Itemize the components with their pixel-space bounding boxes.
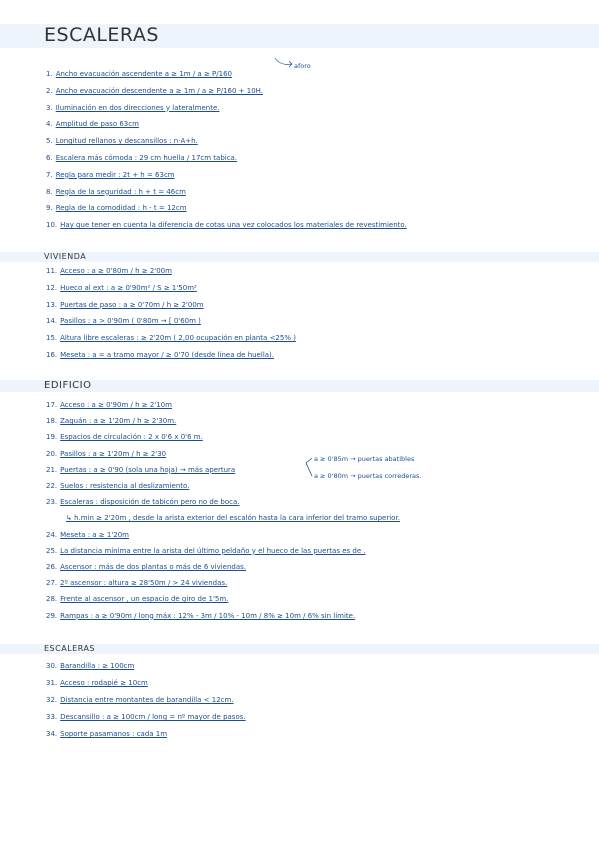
item-text: Hueco al ext : a ≥ 0'90m² / S ≥ 1'50m²	[60, 283, 197, 292]
item-number: 12.	[46, 283, 58, 292]
item-text: Amplitud de paso 63cm	[55, 120, 139, 129]
item-text: Acceso : a ≥ 0'90m / h ≥ 2'10m	[60, 401, 172, 409]
item-text: Ancho evacuación ascendente a ≥ 1m / a ≥ P/160	[55, 70, 232, 78]
item-number: 4.	[46, 120, 53, 129]
item-text: Espacios de circulación : 2 x 0'6 x 0'6 m.	[60, 433, 203, 442]
item-text: Escalera más cómoda : 29 cm huella / 17cm tabica.	[55, 154, 238, 162]
item-number: 11.	[46, 267, 58, 275]
item-number: 24.	[46, 530, 58, 539]
item-number: 20.	[46, 449, 58, 458]
item-number: 6.	[46, 154, 53, 162]
item-number: 32.	[46, 696, 58, 704]
escaleras-item	[46, 695, 234, 705]
aforo-arrow-icon	[275, 58, 292, 67]
item-text: Suelos : resistencia al deslizamiento.	[60, 482, 190, 490]
escaleras-heading: ESCALERAS	[44, 644, 95, 653]
item-number: 31.	[46, 679, 58, 687]
edificio-heading: EDIFICIO	[44, 380, 92, 391]
item-number: 18.	[46, 417, 58, 426]
escaleras-item	[46, 729, 167, 739]
item-number: 34.	[46, 730, 58, 738]
item-text: Distancia entre montantes de barandilla < 12cm.	[60, 696, 234, 704]
item-number: 25.	[46, 546, 58, 555]
item-number: 17.	[46, 401, 58, 409]
item-text: Meseta : a ≥ 1'20m	[60, 530, 129, 539]
item-number: 22.	[46, 482, 58, 490]
escaleras-item	[46, 712, 246, 722]
item-number: 13.	[46, 300, 58, 309]
item-text: Acceso : a ≥ 0'80m / h ≥ 2'00m	[60, 267, 172, 275]
item-number: 29.	[46, 611, 58, 620]
escaleras-item	[46, 661, 134, 671]
item-number: 3.	[46, 103, 53, 112]
item-text: Regla de la seguridad : h + t = 46cm	[55, 187, 186, 196]
item-text: 2º ascensor : altura ≥ 28'50m / > 24 viviendas.	[60, 579, 228, 588]
door-option-corredera: a ≥ 0'80m → puertas correderas.	[314, 472, 422, 480]
item-text: Frente al ascensor , un espacio de giro de 1'5m.	[60, 595, 229, 604]
aforo-note: aforo	[294, 62, 311, 70]
item-number: 27.	[46, 579, 58, 588]
item-number: 30.	[46, 662, 58, 670]
item-text: Ascensor : más de dos plantas o más de 6 viviendas.	[60, 563, 247, 571]
item-text: Pasillos : a ≥ 1'20m / h ≥ 2'30	[60, 449, 167, 458]
item-number: 9.	[46, 204, 53, 213]
item-text: Longitud rellanos y descansillos : n·A+h.	[55, 137, 198, 146]
item-number: 19.	[46, 433, 58, 442]
item-number: 15.	[46, 334, 58, 343]
item-text: Regla para medir : 2t + h = 63cm	[55, 170, 175, 179]
item-text: La distancia mínima entre la arista del último peldaño y el hueco de las puertas es de .	[60, 546, 366, 555]
item-number: 2.	[46, 86, 53, 95]
item-text: Pasillos : a > 0'90m ( 0'80m → [ 0'60m )	[60, 317, 201, 326]
item-text: Meseta : a = a tramo mayor / ≥ 0'70 (desde línea de huella).	[60, 351, 275, 359]
item-number: 33.	[46, 713, 58, 721]
item-text: Soporte pasamanos : cada 1m	[60, 730, 168, 738]
escaleras-item	[46, 678, 148, 688]
item-number: 5.	[46, 137, 53, 146]
item-text: ↳ h.min ≥ 2'20m , desde la arista exterior del escalón hasta la cara inferior del tramo superior.	[66, 514, 400, 523]
item-text: Ancho evacuación descendente a ≥ 1m / a ≥ P/160 + 10H.	[55, 86, 264, 95]
item-text: Barandilla : ≥ 100cm	[60, 662, 135, 670]
item-number: 21.	[46, 465, 58, 474]
item-text: Rampas : a ≥ 0'90m / long máx : 12% - 3m / 10% - 10m / 8% ≥ 10m / 6% sin límite.	[60, 611, 356, 620]
item-number: 23.	[46, 498, 58, 507]
item-text: Puertas : a ≥ 0'90 (sola una hoja) → más apertura	[60, 465, 236, 474]
item-text: Altura libre escaleras : ≥ 2'20m ( 2,00 ocupación en planta <25% )	[60, 334, 296, 343]
page-title: ESCALERAS	[44, 24, 159, 46]
item-number: 26.	[46, 563, 58, 571]
item-number: 10.	[46, 221, 58, 230]
door-option-abatible: a ≥ 0'85m → puertas abatibles	[314, 455, 415, 463]
item-text: Zaguán : a ≥ 1'20m / h ≥ 2'30m.	[60, 417, 177, 426]
item-text: Iluminación en dos direcciones y lateralmente.	[55, 103, 220, 112]
item-number: 16.	[46, 351, 58, 359]
item-number: 7.	[46, 170, 53, 179]
item-number: 14.	[46, 317, 58, 326]
item-text: Hay que tener en cuenta la diferencia de cotas una vez colocados los materiales de revestimiento.	[60, 221, 407, 230]
item-text: Descansillo : a ≥ 100cm / long = nº mayor de pasos.	[60, 713, 246, 721]
item-number: 28.	[46, 595, 58, 604]
item-text: Regla de la comodidad : h - t = 12cm	[55, 204, 187, 213]
item-number: 8.	[46, 187, 53, 196]
item-number: 1.	[46, 70, 53, 78]
item-text: Acceso : rodapié ≥ 10cm	[60, 679, 148, 687]
item-text: Puertas de paso : a ≥ 0'70m / h ≥ 2'00m	[60, 300, 204, 309]
item-text: Escaleras : disposición de tabicón pero no de boca.	[60, 498, 240, 507]
vivienda-heading: VIVIENDA	[44, 252, 87, 261]
